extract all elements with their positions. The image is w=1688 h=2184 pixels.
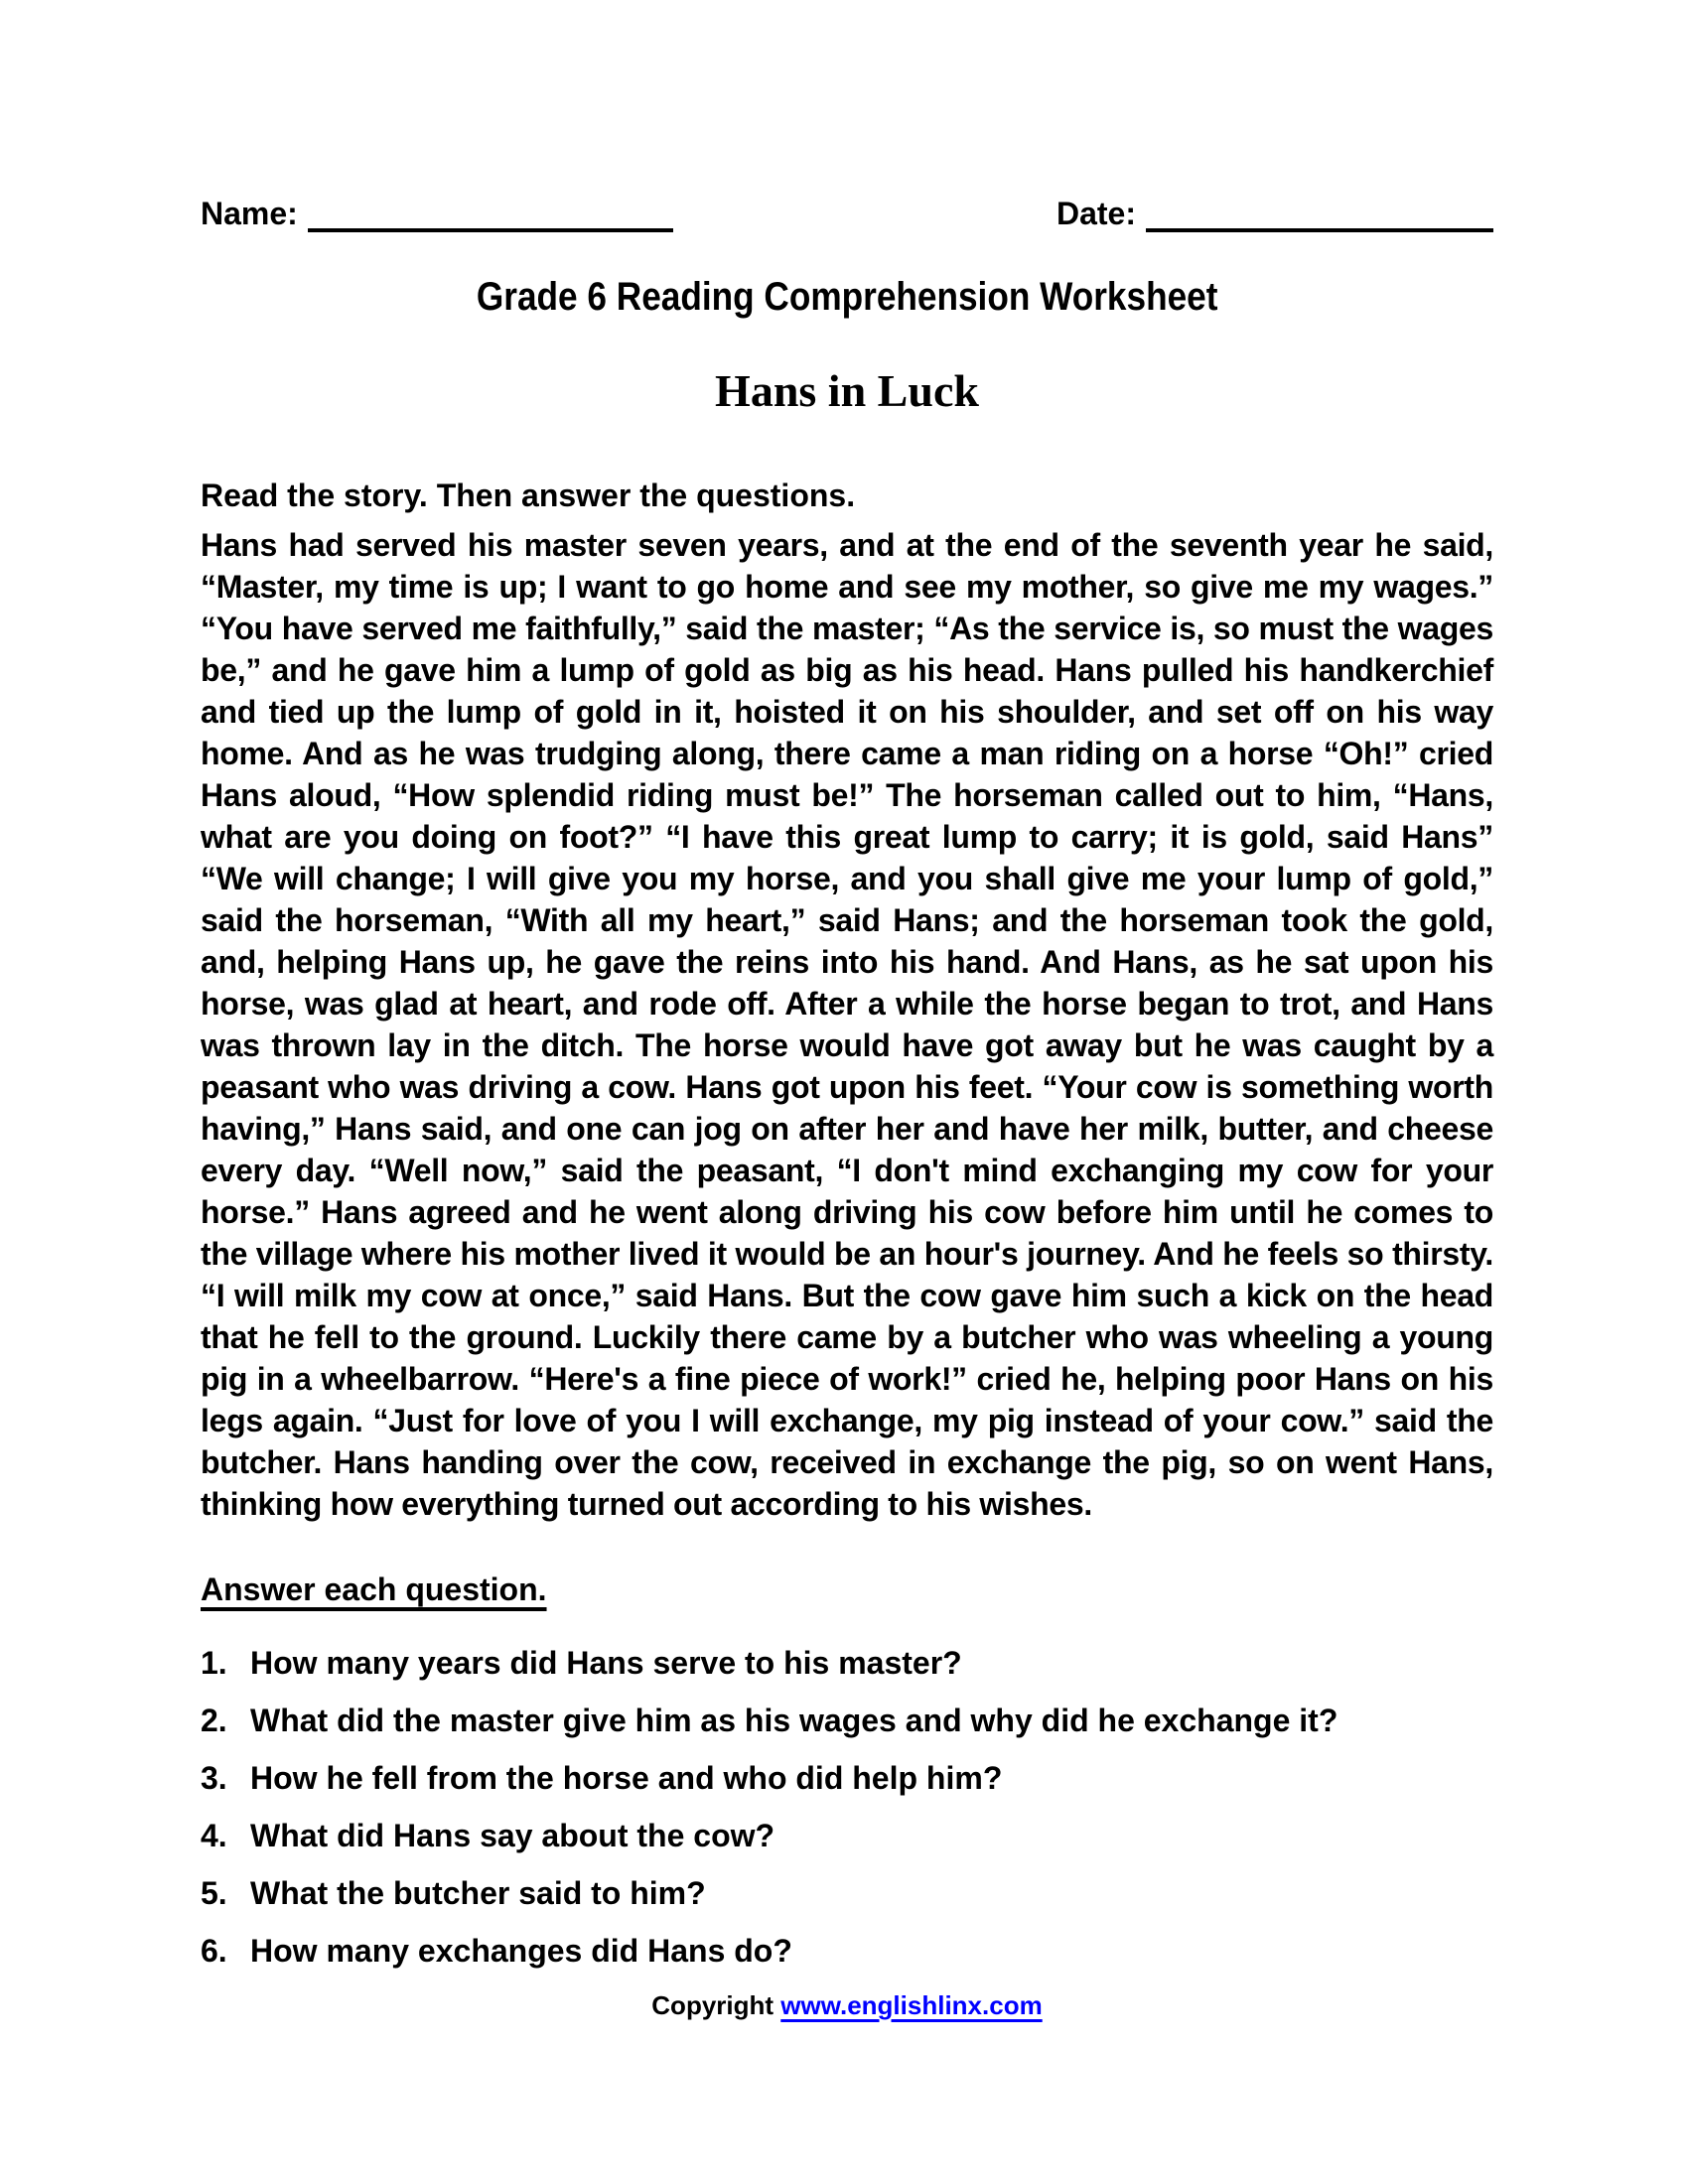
name-blank-line — [308, 199, 673, 232]
name-field-group — [201, 195, 673, 232]
page-title-text: Grade 6 Reading Comprehension Worksheet — [476, 275, 1218, 319]
date-blank-line — [1146, 199, 1493, 232]
story-paragraph: Hans had served his master seven years, and at the end of the seventh year he said, “Master, my time is up; I want to go home and see my mother, so give me my wages.” “You have served me faithfully,” said the master; “As the service is, so must the wages be,” and he gave him a lump of gold as big as his head. Hans pulled his handkerchief and tied up the lump of gold in it, hoisted it on his shoulder, and set off on his way home. And as he was trudging along, there came a man riding on a horse “Oh!” cried Hans aloud, “How splendid riding must be!” The horseman called out to him, “Hans, what are you doing on foot?” “I have this great lump to carry; it is gold, said Hans” “We will change; I will give you my horse, and you shall give me your lump of gold,” said the horseman, “With all my heart,” said Hans; and the horseman took the gold, and, helping Hans up, he gave the reins into his hand. And Hans, as he sat upon his horse, was glad at heart, and rode off. After a while the horse began to trot, and Hans was thrown lay in the ditch. The horse would have got away but he was caught by a peasant who was driving a cow. Hans got upon his feet. “Your cow is something worth having,” Hans said, and one can jog on after her and have her milk, butter, and cheese every day. “Well now,” said the peasant, “I don't mind exchanging my cow for your horse.” Hans agreed and he went along driving his cow before him until he comes to the village where his mother lived it would be an hour's journey. And he feels so thirsty. “I will milk my cow at once,” said Hans. But the cow gave him such a kick on the head that he fell to the ground. Luckily there came by a butcher who was wheeling a young pig in a wheelbarrow. “Here's a fine piece of work!” cried he, helping poor Hans on his legs again. “Just for love of you I will exchange, my pig instead of your cow.” said the butcher. Hans handing over the cow, received in exchange the pig, so on went Hans, thinking how everything turned out according to his wishes. — [201, 527, 1493, 1522]
name-label: Name: — [201, 196, 298, 231]
question-item — [201, 1817, 1493, 1854]
question-number: 6. — [201, 1933, 227, 1969]
question-item — [201, 1702, 1493, 1739]
question-text: How he fell from the horse and who did help him? — [250, 1760, 1003, 1796]
question-number: 5. — [201, 1875, 227, 1911]
date-field-group — [1056, 195, 1493, 232]
question-text: How many exchanges did Hans do? — [250, 1933, 792, 1969]
instructions-text: Read the story. Then answer the questions. — [201, 478, 856, 513]
question-list — [201, 1644, 1493, 1970]
question-number: 2. — [201, 1703, 227, 1738]
question-item — [201, 1759, 1493, 1797]
question-number: 1. — [201, 1645, 227, 1681]
question-text: How many years did Hans serve to his master? — [250, 1645, 962, 1681]
copyright-link[interactable]: www.englishlinx.com — [780, 1990, 1043, 2020]
page-title — [201, 274, 1493, 320]
story-title: Hans in Luck — [715, 365, 979, 416]
question-item — [201, 1874, 1493, 1912]
question-number: 3. — [201, 1760, 227, 1796]
date-label: Date: — [1055, 196, 1136, 231]
question-item — [201, 1932, 1493, 1970]
answer-heading: Answer each question. — [201, 1571, 547, 1607]
question-text: What did Hans say about the cow? — [250, 1818, 775, 1853]
question-text: What did the master give him as his wages and why did he exchange it? — [250, 1703, 1338, 1738]
question-number: 4. — [201, 1818, 227, 1853]
question-item — [201, 1644, 1493, 1682]
question-text: What the butcher said to him? — [250, 1875, 706, 1911]
copyright-label: Copyright — [651, 1990, 781, 2020]
header-row — [201, 195, 1493, 232]
footer — [201, 1989, 1493, 2021]
